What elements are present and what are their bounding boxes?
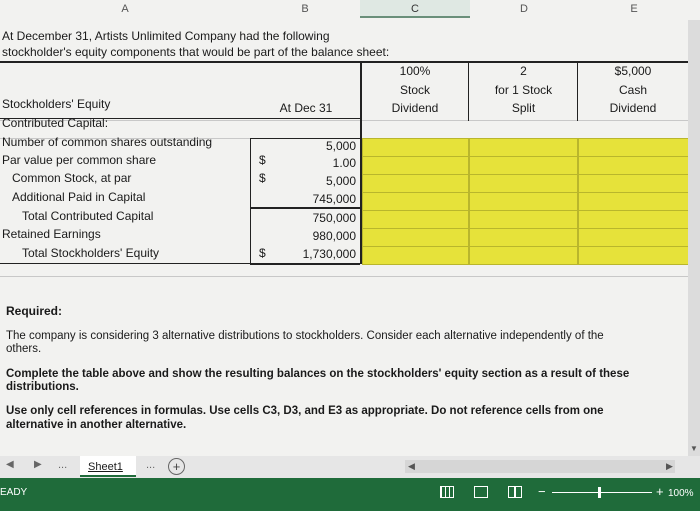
input-cell-cash-dividend-row-8[interactable]: [578, 228, 689, 247]
next-sheet-icon[interactable]: ▶: [34, 459, 42, 470]
label-retained-earnings: Retained Earnings: [2, 227, 101, 241]
header-stock-split-2: for 1 Stock: [494, 83, 553, 97]
label-common-stock: Common Stock, at par: [12, 171, 132, 185]
input-cell-stock-split-row-3[interactable]: [469, 138, 578, 157]
input-cell-cash-dividend-row-3[interactable]: [578, 138, 689, 157]
header-stock-split-3: Split: [511, 101, 536, 115]
zoom-level[interactable]: 100%: [668, 488, 694, 499]
page-layout-icon[interactable]: [474, 486, 488, 498]
header-stock-dividend-2: Stock: [399, 83, 430, 97]
title-line-1: At December 31, Artists Unlimited Company had the following: [2, 29, 330, 43]
label-par-value: Par value per common share: [2, 153, 157, 167]
column-header-c[interactable]: C: [360, 0, 470, 18]
normal-view-icon[interactable]: [440, 486, 454, 498]
required-paragraph-3b: alternative in another alternative.: [6, 419, 187, 431]
input-cell-cash-dividend-row-7[interactable]: [578, 210, 689, 229]
input-cell-cash-dividend-row-4[interactable]: [578, 156, 689, 175]
zoom-in-icon[interactable]: +: [656, 484, 664, 499]
label-stockholders-equity: Stockholders' Equity: [2, 97, 111, 111]
value-common-stock[interactable]: 5,000: [325, 174, 356, 188]
dollar-sign-common: $: [259, 171, 266, 185]
input-cell-stock-dividend-row-5[interactable]: [362, 174, 469, 193]
vertical-scrollbar[interactable]: [688, 20, 700, 456]
label-contributed-capital: Contributed Capital:: [2, 116, 109, 130]
input-cell-stock-dividend-row-8[interactable]: [362, 228, 469, 247]
zoom-slider[interactable]: [552, 492, 652, 493]
status-ready: EADY: [0, 487, 28, 498]
label-shares-outstanding: Number of common shares outstanding: [2, 135, 213, 149]
input-cell-stock-dividend-row-6[interactable]: [362, 192, 469, 211]
required-paragraph-1b: others.: [6, 343, 42, 355]
header-at-dec-31: At Dec 31: [279, 101, 333, 115]
label-additional-paid-in: Additional Paid in Capital: [12, 190, 146, 204]
header-cash-dividend-1: $5,000: [614, 64, 652, 78]
zoom-out-icon[interactable]: −: [538, 484, 546, 499]
horizontal-scrollbar[interactable]: [405, 460, 675, 473]
header-cash-dividend-3: Dividend: [609, 101, 657, 115]
input-cell-stock-dividend-row-7[interactable]: [362, 210, 469, 229]
input-cell-stock-split-row-7[interactable]: [469, 210, 578, 229]
value-total-equity[interactable]: 1,730,000: [302, 247, 356, 261]
column-header-d[interactable]: D: [520, 3, 528, 15]
column-header-a[interactable]: A: [121, 3, 129, 15]
value-total-contributed[interactable]: 750,000: [312, 211, 356, 225]
value-apic[interactable]: 745,000: [312, 192, 356, 206]
input-cell-stock-split-row-9[interactable]: [469, 246, 578, 265]
column-header-b[interactable]: B: [301, 3, 309, 15]
scroll-right-arrow-icon[interactable]: ▶: [666, 461, 673, 471]
input-cell-stock-dividend-row-9[interactable]: [362, 246, 469, 265]
input-cell-stock-split-row-6[interactable]: [469, 192, 578, 211]
zoom-slider-thumb[interactable]: [598, 487, 601, 498]
required-paragraph-2b: distributions.: [6, 381, 79, 393]
title-line-2: stockholder's equity components that would be part of the balance sheet:: [2, 45, 390, 59]
header-cash-dividend-2: Cash: [618, 83, 647, 97]
more-sheets-left[interactable]: ...: [58, 459, 68, 471]
header-stock-split-1: 2: [520, 64, 527, 78]
required-paragraph-2a: Complete the table above and show the resulting balances on the stockholders' equity section as a result of these: [6, 368, 630, 380]
more-sheets-right[interactable]: ...: [146, 459, 156, 471]
column-header-e[interactable]: E: [630, 3, 638, 15]
input-cell-stock-dividend-row-4[interactable]: [362, 156, 469, 175]
label-total-contributed: Total Contributed Capital: [22, 209, 154, 223]
page-break-icon[interactable]: [508, 486, 522, 498]
input-cell-stock-split-row-8[interactable]: [469, 228, 578, 247]
input-cell-cash-dividend-row-9[interactable]: [578, 246, 689, 265]
required-paragraph-3a: Use only cell references in formulas. Use cells C3, D3, and E3 as appropriate. Do not reference cells from one: [6, 405, 604, 417]
sheet-tab-label: Sheet1: [88, 461, 123, 473]
input-cell-cash-dividend-row-5[interactable]: [578, 174, 689, 193]
required-heading: Required:: [6, 304, 63, 318]
add-sheet-icon[interactable]: +: [168, 458, 185, 475]
input-cell-stock-split-row-4[interactable]: [469, 156, 578, 175]
value-par[interactable]: 1.00: [332, 156, 356, 170]
required-paragraph-1a: The company is considering 3 alternative distributions to stockholders. Consider each alternative independently of the: [6, 330, 604, 342]
prev-sheet-icon[interactable]: ◀: [6, 459, 14, 470]
input-cell-cash-dividend-row-6[interactable]: [578, 192, 689, 211]
input-cell-stock-dividend-row-3[interactable]: [362, 138, 469, 157]
header-stock-dividend-1: 100%: [399, 64, 431, 78]
dollar-sign-total: $: [259, 246, 266, 260]
dollar-sign-par: $: [259, 153, 266, 167]
scroll-down-arrow-icon[interactable]: ▼: [690, 444, 698, 453]
status-bar: [0, 478, 700, 511]
scroll-left-arrow-icon[interactable]: ◀: [408, 461, 415, 471]
label-total-equity: Total Stockholders' Equity: [22, 246, 160, 260]
value-shares-outstanding[interactable]: 5,000: [325, 139, 356, 153]
input-cell-stock-split-row-5[interactable]: [469, 174, 578, 193]
header-stock-dividend-3: Dividend: [391, 101, 439, 115]
value-retained-earnings[interactable]: 980,000: [312, 229, 356, 243]
